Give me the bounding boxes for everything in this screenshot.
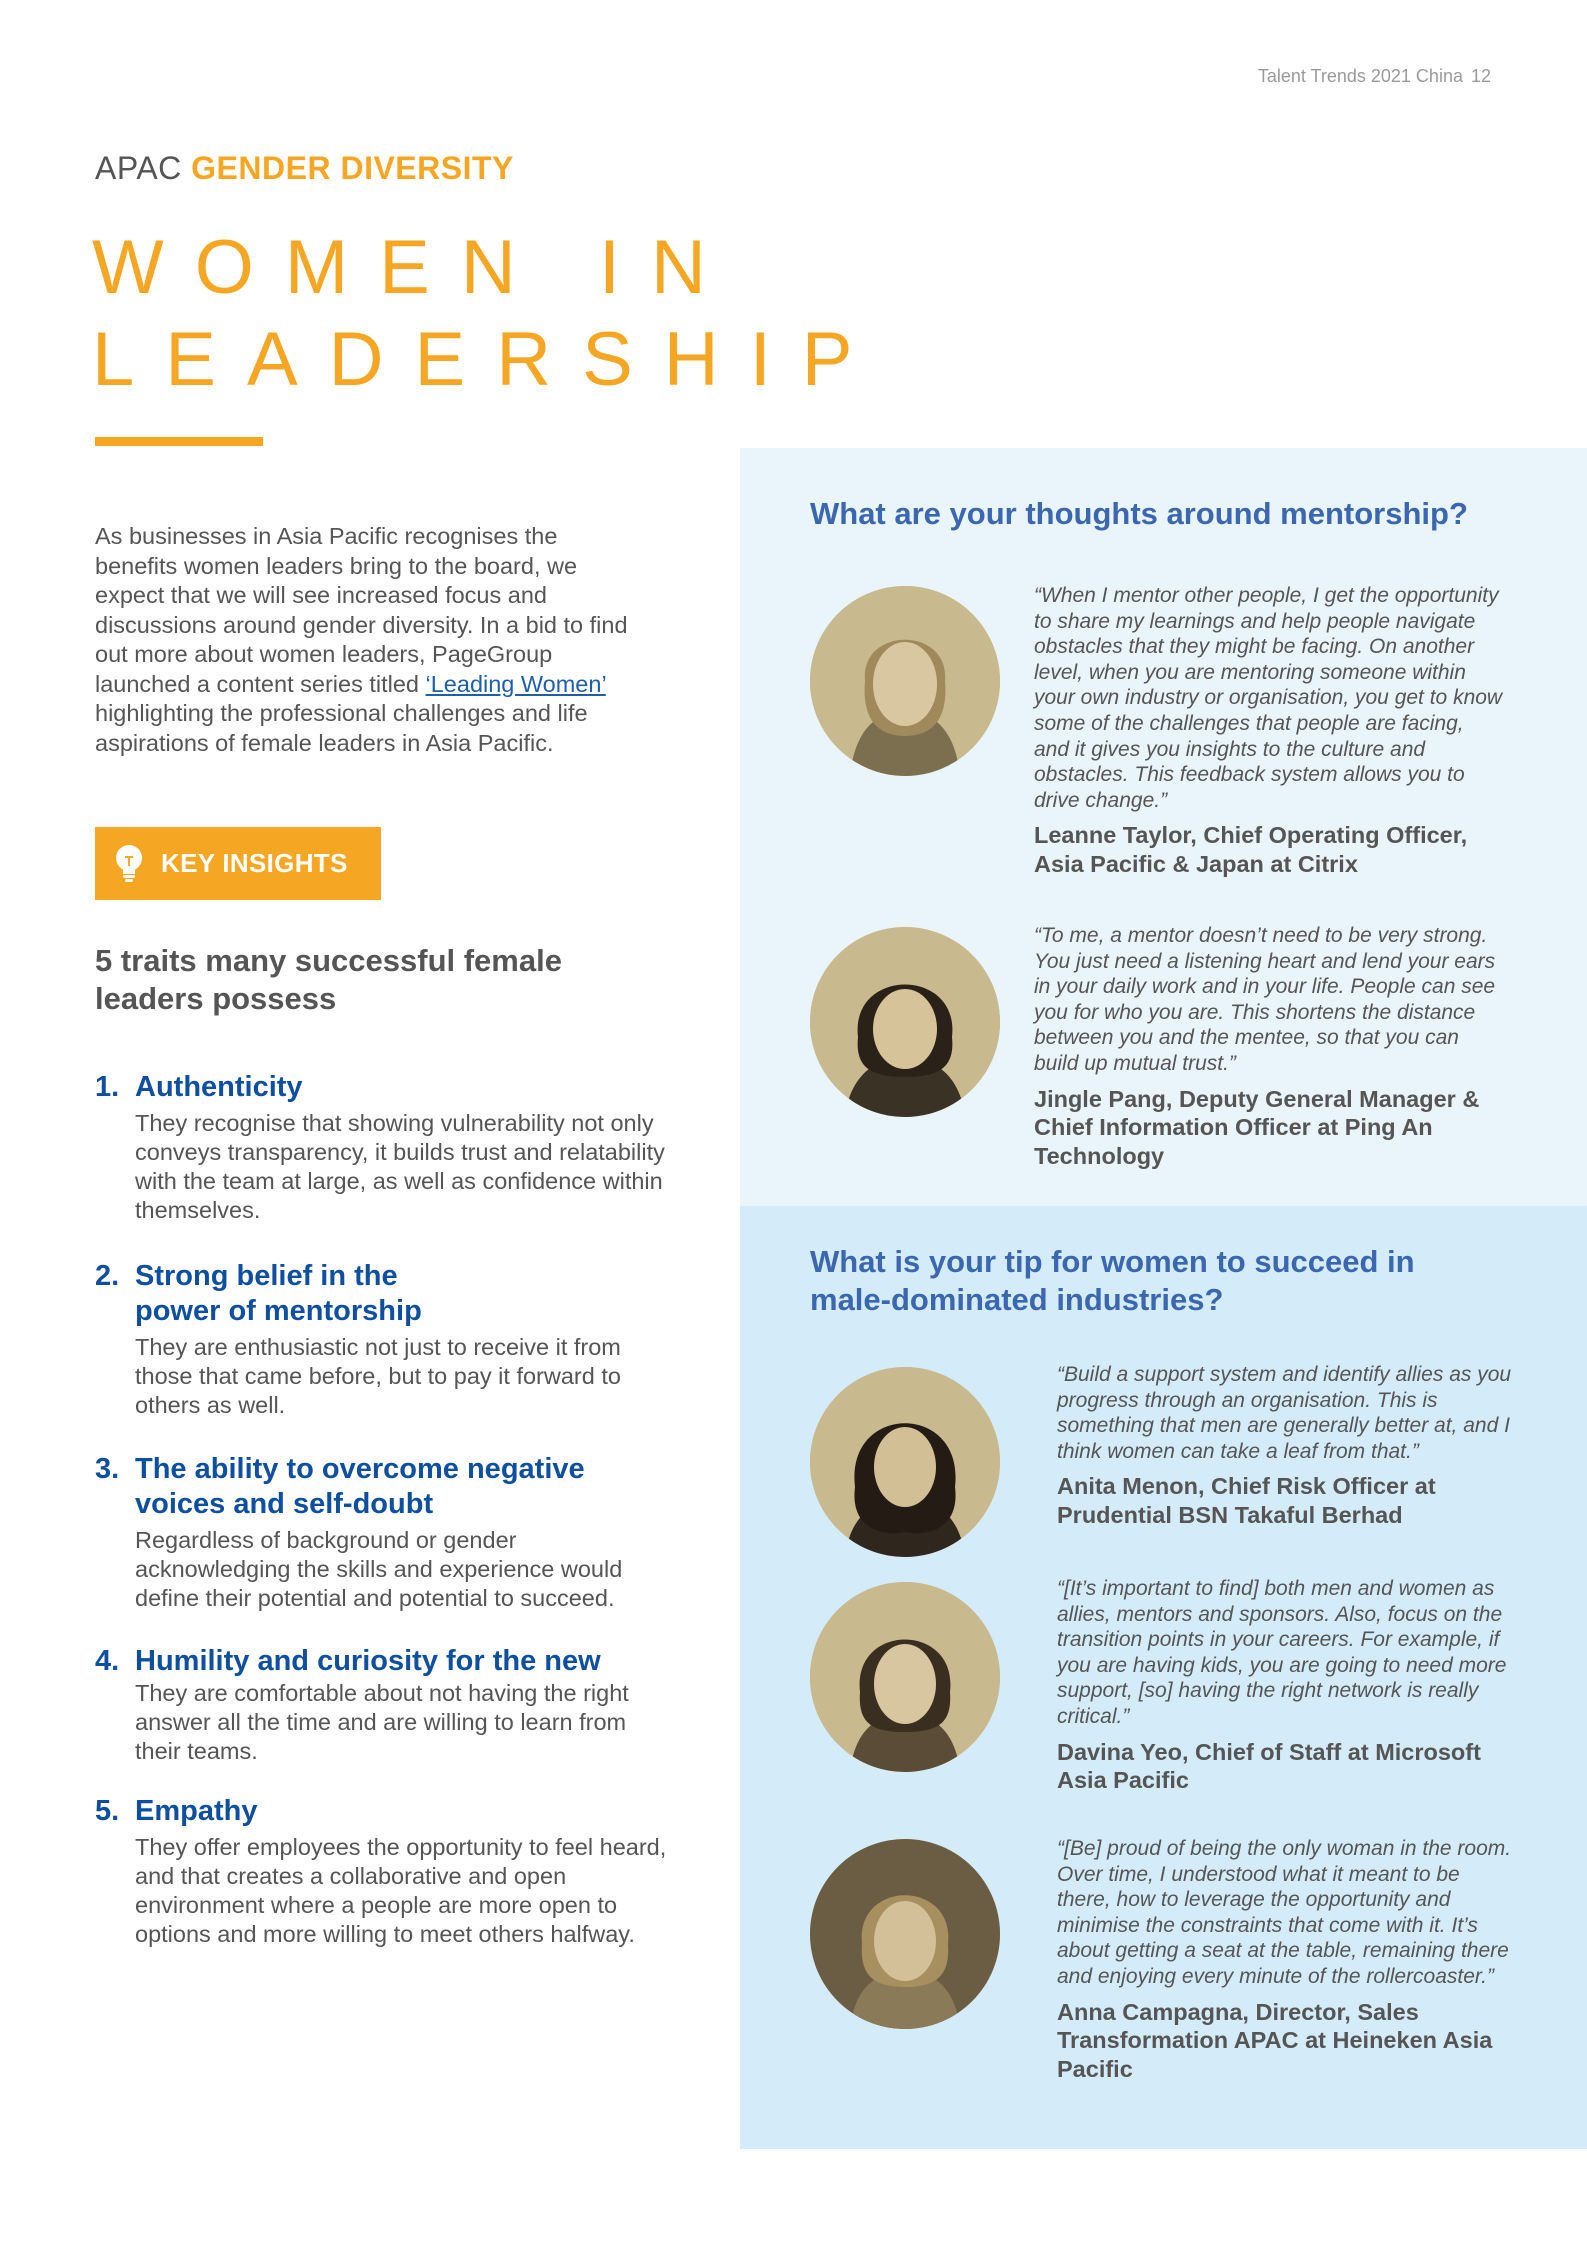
quote-attribution: Leanne Taylor, Chief Operating Officer, Asia Pacific & Japan at Citrix bbox=[1034, 822, 1468, 877]
quote-text: “When I mentor other people, I get the opportunity to share my learnings and help people navigate obstacles that they might be facing. On another level, when you are mentoring someone within your own industry or organisation, you get to know some of the challenges that people are facing, and it gives you insights to the culture and obstacles. This feedback system allows you to drive change.” bbox=[1034, 584, 1503, 812]
trait-title: Strong belief in the power of mentorship bbox=[135, 1260, 422, 1327]
doc-title: Talent Trends 2021 China bbox=[1257, 66, 1463, 86]
trait-item bbox=[95, 1794, 675, 1949]
lightbulb-icon bbox=[113, 844, 145, 884]
quote-block bbox=[1057, 1362, 1512, 1529]
trait-title: Authenticity bbox=[135, 1071, 303, 1103]
quote-attribution: Jingle Pang, Deputy General Manager & Chief Information Officer at Ping An Technology bbox=[1034, 1085, 1480, 1169]
avatar bbox=[810, 1839, 1000, 2029]
trait-item bbox=[95, 1259, 675, 1420]
trait-body: Regardless of background or gender acknowledging the skills and experience would define their potential and potential to succeed. bbox=[135, 1527, 623, 1611]
trait-title: The ability to overcome negative voices and self-doubt bbox=[135, 1453, 585, 1520]
key-insights-label: KEY INSIGHTS bbox=[161, 848, 348, 878]
trait-number: 1. bbox=[95, 1071, 120, 1103]
trait-item bbox=[95, 1070, 675, 1225]
avatar bbox=[810, 1582, 1000, 1772]
quote-attribution: Anita Menon, Chief Risk Officer at Prudential BSN Takaful Berhad bbox=[1057, 1473, 1436, 1528]
traits-heading: 5 traits many successful female leaders possess bbox=[95, 943, 562, 1016]
kicker-accent: GENDER DIVERSITY bbox=[191, 150, 514, 186]
trait-number: 5. bbox=[95, 1795, 120, 1827]
trait-number: 3. bbox=[95, 1453, 120, 1485]
trait-title: Humility and curiosity for the new bbox=[135, 1645, 601, 1677]
page-title bbox=[92, 222, 884, 406]
page-number: 12 bbox=[1470, 66, 1491, 86]
section-kicker bbox=[95, 150, 514, 187]
kicker-prefix: APAC bbox=[95, 150, 182, 186]
quote-text: “[Be] proud of being the only woman in the room. Over time, I understood what it meant to be there, how to leverage the opportunity and minimise the constraints that come with it. It’s about getting a seat at the table, remaining there and enjoying every minute of the rollercoaster.” bbox=[1057, 1837, 1512, 1988]
quote-text: “To me, a mentor doesn’t need to be very strong. You just need a listening heart and lend your ears in your daily work and in your life. People can see you for who you are. This shortens the distance between you and the mentee, so that you can build up mutual trust.” bbox=[1034, 924, 1496, 1075]
avatar bbox=[810, 586, 1000, 776]
trait-item bbox=[95, 1644, 675, 1766]
title-line-2: LEADERSHIP bbox=[92, 317, 884, 402]
intro-text-after: highlighting the professional challenges and life aspirations of female leaders in Asia Pacific. bbox=[95, 700, 588, 756]
quote-block bbox=[1057, 1576, 1512, 1795]
key-insights-badge bbox=[95, 827, 381, 900]
tips-question: What is your tip for women to succeed in male-dominated industries? bbox=[810, 1244, 1415, 1317]
trait-number: 2. bbox=[95, 1260, 120, 1292]
quote-block bbox=[1034, 583, 1504, 878]
trait-body: They offer employees the opportunity to feel heard, and that creates a collaborative and open environment where a people are more open to options and more willing to meet others halfway. bbox=[135, 1834, 667, 1947]
quote-text: “Build a support system and identify allies as you progress through an organisation. This is something that men are generally better at, and I think women can take a leaf from that.” bbox=[1057, 1363, 1512, 1463]
quote-attribution: Anna Campagna, Director, Sales Transformation APAC at Heineken Asia Pacific bbox=[1057, 1998, 1493, 2082]
trait-number: 4. bbox=[95, 1645, 120, 1677]
trait-body: They are comfortable about not having the right answer all the time and are willing to learn from their teams. bbox=[135, 1680, 629, 1764]
title-line-1: WOMEN IN bbox=[92, 225, 737, 310]
intro-paragraph bbox=[95, 522, 635, 758]
trait-body: They are enthusiastic not just to receive it from those that came before, but to pay it forward to others as well. bbox=[135, 1334, 621, 1418]
quote-text: “[It’s important to find] both men and women as allies, mentors and sponsors. Also, focus on the transition points in your careers. For example, if you are having kids, you are going to need more support, [so] having the right network is really critical.” bbox=[1057, 1577, 1507, 1728]
avatar bbox=[810, 927, 1000, 1117]
leading-women-link[interactable]: ‘Leading Women’ bbox=[425, 670, 606, 697]
quote-attribution: Davina Yeo, Chief of Staff at Microsoft Asia Pacific bbox=[1057, 1738, 1481, 1794]
avatar bbox=[810, 1367, 1000, 1557]
trait-item bbox=[95, 1452, 675, 1613]
running-header bbox=[1258, 66, 1491, 87]
mentorship-question: What are your thoughts around mentorship? bbox=[810, 496, 1468, 531]
trait-title: Empathy bbox=[135, 1795, 258, 1827]
quote-block bbox=[1034, 923, 1504, 1170]
quote-block bbox=[1057, 1836, 1512, 2083]
intro-text-before: As businesses in Asia Pacific recognises the benefits women leaders bring to the board, we expect that we will see increased focus and discussions around gender diversity. In a bid to find out more about women leaders, PageGroup launched a content series titled bbox=[95, 523, 628, 697]
title-underline bbox=[95, 437, 263, 446]
trait-body: They recognise that showing vulnerability not only conveys transparency, it builds trust and relatability with the team at large, as well as confidence within themselves. bbox=[135, 1110, 665, 1223]
